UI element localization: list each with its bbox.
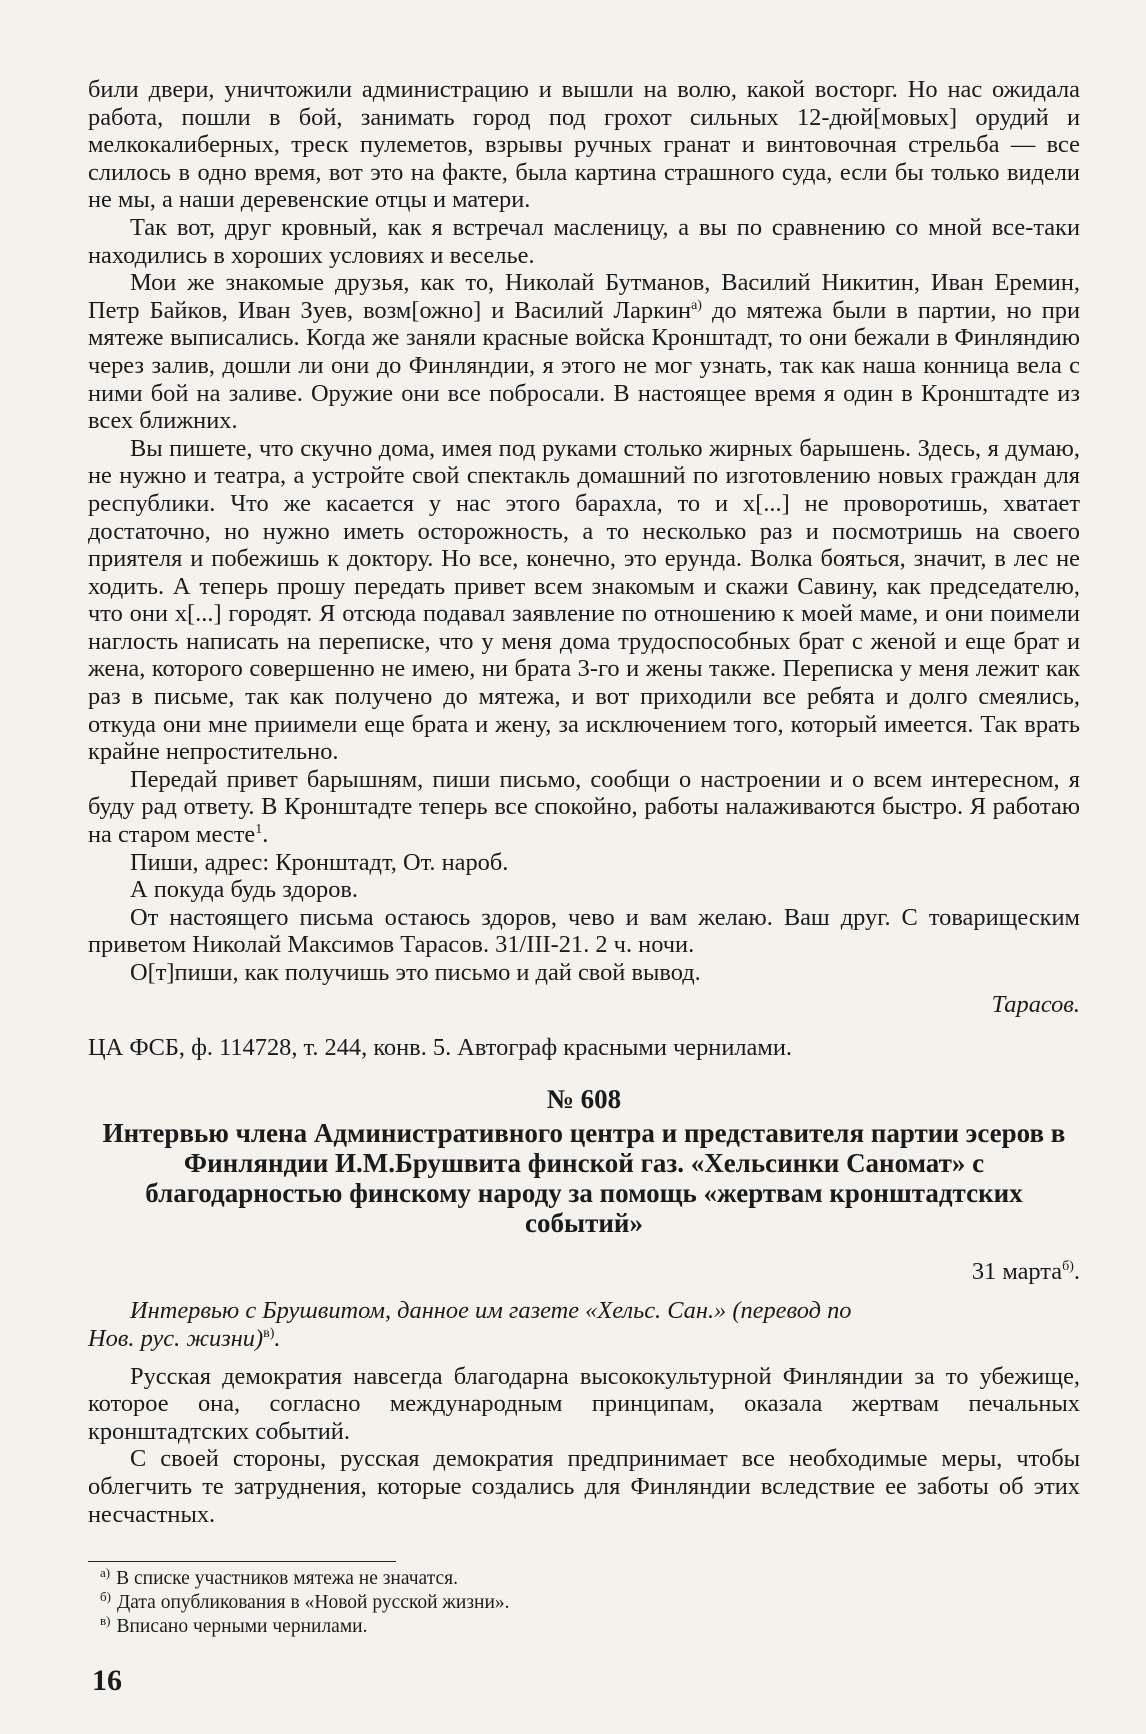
document-number: № 608 xyxy=(546,1083,622,1114)
document-header xyxy=(88,1084,1080,1353)
document-paragraph: Русская демократия навсегда благодарна высококультурной Финляндии за то убежище, которое она, согласно международным принципам, оказала жертвам печальных кронштадтских событий. xyxy=(88,1362,1080,1445)
document-title: Интервью члена Административного центра и представителя партии эсеров в Финляндии И.М.Брушвита финской газ. «Хельсинки Саномат» с благодарностью финскому народу за помощь «жертвам кронштадтских событий» xyxy=(102,1117,1066,1238)
letter-paragraph: Вы пишете, что скучно дома, имея под руками столько жирных барышень. Здесь, я думаю, не нужно и театра, а устройте свой спектакль домашний по изготовлению новых граждан для республики. Что же касается у нас этого барахла, то и х[...] не проворотишь, хватает достаточно, но нужно иметь осторожность, а то несколько раз и посмотришь на своего приятеля и побежишь к доктору. Но все, конечно, это ерунда. Волка бояться, значит, в лес не ходить. А теперь прошу передать привет всем знакомым и скажи Савину, как председателю, что они х[...] городят. Я отсюда подавал заявление по отношению к моей маме, и они поимели наглость написать на переписке, что у меня дома трудоспособных брат с женой и еще брат и жена, которого совершенно не имею, ни брата 3-го и жены также. Переписка у меня лежит как раз в письме, так как получено до мятежа, и вот приходили все ребята и долго смеялись, откуда они мне приимели еще брата и жену, за исключением того, который имеется. Так врать крайне непростительно. xyxy=(88,434,1080,766)
footnote-mark: б) xyxy=(100,1588,111,1604)
letter-body xyxy=(88,76,1080,1062)
footnote-divider xyxy=(88,1561,396,1562)
footnote-ref: в) xyxy=(263,1325,275,1341)
footnotes xyxy=(88,1564,988,1639)
archive-source: ЦА ФСБ, ф. 114728, т. 244, конв. 5. Автограф красными чернилами. xyxy=(88,1034,792,1062)
footnote: $^{в)}$ Вписано черными чернилами. xyxy=(100,1612,368,1637)
letter-signature: Тарасов. xyxy=(991,990,1080,1018)
document-date: 31 марта$^{б)}$. xyxy=(971,1257,1080,1285)
letter-paragraph: От настоящего письма остаюсь здоров, чево и вам желаю. Ваш друг. С товарищеским приветом Николай Максимов Тарасов. 31/III-21. 2 ч. ночи. xyxy=(88,903,1080,959)
footnote-ref: 1 xyxy=(255,821,263,837)
footnote-mark: а) xyxy=(100,1564,111,1580)
text-column xyxy=(88,76,1080,1528)
footnote-ref: б) xyxy=(1062,1258,1074,1274)
footnote: $^{б)}$ Дата опубликования в «Новой русской жизни». xyxy=(100,1588,510,1613)
document-body xyxy=(88,1363,1080,1529)
letter-paragraph: Передай привет барышням, пиши письмо, сообщи о настроении и о всем интересном, я буду рад ответу. В Кронштадте теперь все спокойно, работы налаживаются быстро. Я работаю на старом месте$^1$. xyxy=(88,765,1080,849)
footnote-ref: а) xyxy=(691,297,702,313)
page-number: 16 xyxy=(92,1664,122,1697)
letter-paragraph: Так вот, друг кровный, как я встречал масленицу, а вы по сравнению со мной все-таки находились в хороших условиях и веселье. xyxy=(88,213,1080,269)
footnote: $^{а)}$ В списке участников мятежа не значатся. xyxy=(100,1564,458,1589)
letter-paragraph: О[т]пиши, как получишь это письмо и дай свой вывод. xyxy=(130,959,701,986)
letter-paragraph: А покуда будь здоров. xyxy=(130,876,359,904)
letter-paragraph: Мои же знакомые друзья, как то, Николай Бутманов, Василий Никитин, Иван Еремин, Петр Байков, Иван Зуев, возм[ожно] и Василий Ларкин$^{а)}$ до мятежа были в партии, но при мятеже выписались. Когда же заняли красные войска Кронштадт, то они бежали в Финляндию через залив, дошли ли они до Финляндии, я этого не мог узнать, так как наша конница вела с ними бой на заливе. Оружие они все побросали. В настоящее время я один в Кронштадте из всех ближних. xyxy=(88,269,1080,435)
letter-paragraph: били двери, уничтожили администрацию и вышли на волю, какой восторг. Но нас ожидала работа, пошли в бой, занимать город под грохот сильных 12-дюй[мовых] орудий и мелкокалиберных, треск пулеметов, взрывы ручных гранат и винтовочная стрельба — все слилось в одно время, вот это на факте, была картина страшного суда, если бы только видели не мы, а наши деревенские отцы и матери. xyxy=(88,76,1080,214)
letter-paragraph: Пиши, адрес: Кронштадт, От. нароб. xyxy=(130,848,509,876)
document-intro: Интервью с Брушвитом, данное им газете «Хельс. Сан.» (перевод по Нов. рус. жизни)$^{в)}$. xyxy=(88,1297,852,1352)
footnote-mark: в) xyxy=(100,1612,111,1628)
document-paragraph: С своей стороны, русская демократия предпринимает все необходимые меры, чтобы облегчить те затруднения, которые создались для Финляндии вследствие ее заботы об этих несчастных. xyxy=(88,1445,1080,1528)
